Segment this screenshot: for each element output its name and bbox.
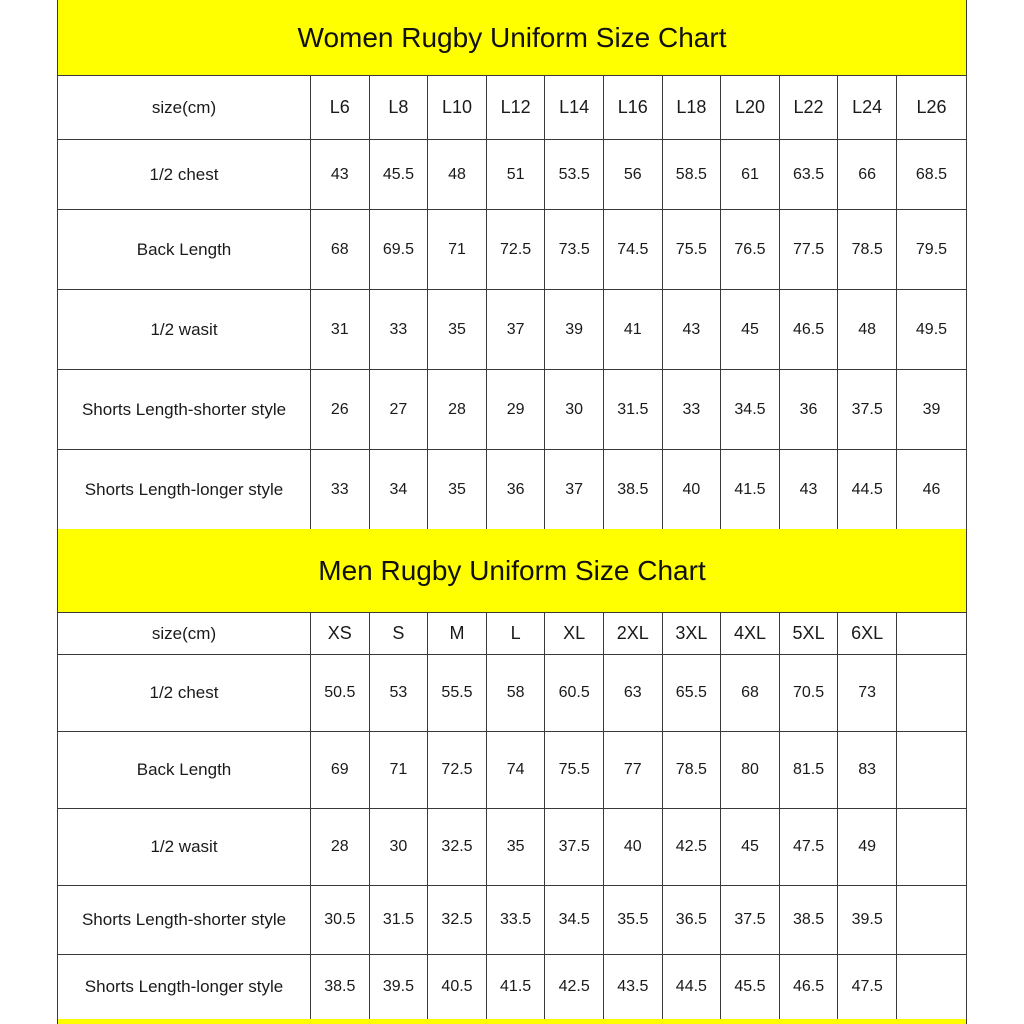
value-cell: 48: [838, 290, 897, 370]
value-cell: 33: [369, 290, 428, 370]
value-cell: 27: [369, 370, 428, 450]
value-cell: 45: [721, 809, 780, 886]
men-waist-row: [58, 809, 967, 886]
value-cell: 78.5: [838, 210, 897, 290]
value-cell: 47.5: [838, 955, 897, 1020]
value-cell: 43: [779, 450, 838, 530]
value-cell: 33.5: [486, 886, 545, 955]
value-cell: 74.5: [603, 210, 662, 290]
value-cell: 37: [545, 450, 604, 530]
value-cell: 35: [486, 809, 545, 886]
women-size-cell: L20: [721, 76, 780, 140]
women-header-label: size(cm): [58, 76, 311, 140]
value-cell: 28: [311, 809, 370, 886]
value-cell: 65.5: [662, 655, 721, 732]
value-cell: 68: [721, 655, 780, 732]
value-cell: 43: [311, 140, 370, 210]
value-cell: 37: [486, 290, 545, 370]
men-shorts-shorter-row: [58, 886, 967, 955]
men-shorts-longer-row: [58, 955, 967, 1020]
value-cell: 39: [545, 290, 604, 370]
value-cell: 40: [603, 809, 662, 886]
row-label: 1/2 wasit: [58, 290, 311, 370]
value-cell: 72.5: [486, 210, 545, 290]
row-label: Shorts Length-shorter style: [58, 370, 311, 450]
men-size-cell: M: [428, 613, 487, 655]
women-size-cell: L18: [662, 76, 721, 140]
value-cell: 75.5: [662, 210, 721, 290]
value-cell: 70.5: [779, 655, 838, 732]
value-cell: 81.5: [779, 732, 838, 809]
value-cell: 47.5: [779, 809, 838, 886]
value-cell: 42.5: [662, 809, 721, 886]
value-cell: 58.5: [662, 140, 721, 210]
women-size-header-row: [58, 76, 967, 140]
value-cell: 68.5: [896, 140, 966, 210]
value-cell: 43: [662, 290, 721, 370]
men-size-cell: 2XL: [603, 613, 662, 655]
value-cell: 73: [838, 655, 897, 732]
row-label: Back Length: [58, 210, 311, 290]
value-cell: [896, 732, 966, 809]
value-cell: 71: [369, 732, 428, 809]
value-cell: 46.5: [779, 290, 838, 370]
value-cell: 72.5: [428, 732, 487, 809]
value-cell: 53.5: [545, 140, 604, 210]
value-cell: 31: [311, 290, 370, 370]
value-cell: 33: [662, 370, 721, 450]
women-size-cell: L10: [428, 76, 487, 140]
value-cell: 38.5: [311, 955, 370, 1020]
women-chart-title: Women Rugby Uniform Size Chart: [58, 0, 966, 75]
value-cell: 66: [838, 140, 897, 210]
women-shorts-longer-row: [58, 450, 967, 530]
value-cell: 41.5: [721, 450, 780, 530]
men-size-cell: L: [486, 613, 545, 655]
value-cell: 30.5: [311, 886, 370, 955]
row-label: 1/2 wasit: [58, 809, 311, 886]
value-cell: 48: [428, 140, 487, 210]
value-cell: 55.5: [428, 655, 487, 732]
value-cell: 39.5: [369, 955, 428, 1020]
value-cell: 49.5: [896, 290, 966, 370]
women-size-cell: L6: [311, 76, 370, 140]
value-cell: 60.5: [545, 655, 604, 732]
value-cell: 78.5: [662, 732, 721, 809]
women-size-cell: L8: [369, 76, 428, 140]
value-cell: 38.5: [603, 450, 662, 530]
value-cell: 36: [486, 450, 545, 530]
men-size-cell: 5XL: [779, 613, 838, 655]
value-cell: 77: [603, 732, 662, 809]
men-chest-row: [58, 655, 967, 732]
value-cell: 44.5: [838, 450, 897, 530]
size-chart-sheet: [57, 0, 967, 1024]
value-cell: 68: [311, 210, 370, 290]
row-label: Shorts Length-shorter style: [58, 886, 311, 955]
value-cell: 74: [486, 732, 545, 809]
value-cell: 39: [896, 370, 966, 450]
value-cell: [896, 809, 966, 886]
value-cell: [896, 955, 966, 1020]
value-cell: 31.5: [603, 370, 662, 450]
women-chest-row: [58, 140, 967, 210]
value-cell: [896, 655, 966, 732]
value-cell: 51: [486, 140, 545, 210]
women-back-length-row: [58, 210, 967, 290]
value-cell: 46: [896, 450, 966, 530]
value-cell: 28: [428, 370, 487, 450]
row-label: 1/2 chest: [58, 140, 311, 210]
value-cell: 34.5: [721, 370, 780, 450]
men-chart-title: Men Rugby Uniform Size Chart: [58, 529, 966, 612]
value-cell: 75.5: [545, 732, 604, 809]
value-cell: 80: [721, 732, 780, 809]
women-size-cell: L26: [896, 76, 966, 140]
women-size-cell: L12: [486, 76, 545, 140]
value-cell: 41: [603, 290, 662, 370]
men-header-label: size(cm): [58, 613, 311, 655]
value-cell: 50.5: [311, 655, 370, 732]
value-cell: 35: [428, 450, 487, 530]
women-shorts-shorter-row: [58, 370, 967, 450]
value-cell: 32.5: [428, 886, 487, 955]
value-cell: 71: [428, 210, 487, 290]
men-back-length-row: [58, 732, 967, 809]
value-cell: 73.5: [545, 210, 604, 290]
value-cell: 69: [311, 732, 370, 809]
value-cell: 37.5: [545, 809, 604, 886]
men-size-header-row: [58, 613, 967, 655]
women-size-table: [57, 75, 967, 530]
value-cell: 35: [428, 290, 487, 370]
value-cell: 32.5: [428, 809, 487, 886]
value-cell: 37.5: [838, 370, 897, 450]
bottom-yellow-strip: [58, 1019, 966, 1024]
value-cell: 76.5: [721, 210, 780, 290]
value-cell: 30: [545, 370, 604, 450]
row-label: Shorts Length-longer style: [58, 955, 311, 1020]
value-cell: 33: [311, 450, 370, 530]
value-cell: 40: [662, 450, 721, 530]
value-cell: [896, 886, 966, 955]
value-cell: 63.5: [779, 140, 838, 210]
value-cell: 42.5: [545, 955, 604, 1020]
value-cell: 49: [838, 809, 897, 886]
value-cell: 36.5: [662, 886, 721, 955]
men-size-cell: 6XL: [838, 613, 897, 655]
men-size-cell: S: [369, 613, 428, 655]
value-cell: 79.5: [896, 210, 966, 290]
value-cell: 35.5: [603, 886, 662, 955]
value-cell: 26: [311, 370, 370, 450]
row-label: Shorts Length-longer style: [58, 450, 311, 530]
row-label: Back Length: [58, 732, 311, 809]
value-cell: 38.5: [779, 886, 838, 955]
value-cell: 61: [721, 140, 780, 210]
value-cell: 69.5: [369, 210, 428, 290]
value-cell: 83: [838, 732, 897, 809]
value-cell: 63: [603, 655, 662, 732]
men-size-cell: 3XL: [662, 613, 721, 655]
women-size-cell: L22: [779, 76, 838, 140]
value-cell: 46.5: [779, 955, 838, 1020]
value-cell: 43.5: [603, 955, 662, 1020]
value-cell: 34.5: [545, 886, 604, 955]
value-cell: 45: [721, 290, 780, 370]
men-size-cell: XS: [311, 613, 370, 655]
women-size-cell: L14: [545, 76, 604, 140]
value-cell: 58: [486, 655, 545, 732]
value-cell: 34: [369, 450, 428, 530]
value-cell: 37.5: [721, 886, 780, 955]
value-cell: 45.5: [369, 140, 428, 210]
value-cell: 36: [779, 370, 838, 450]
value-cell: 31.5: [369, 886, 428, 955]
men-size-cell: XL: [545, 613, 604, 655]
women-waist-row: [58, 290, 967, 370]
value-cell: 77.5: [779, 210, 838, 290]
men-size-table: [57, 612, 967, 1020]
value-cell: 40.5: [428, 955, 487, 1020]
men-size-cell: 4XL: [721, 613, 780, 655]
value-cell: 41.5: [486, 955, 545, 1020]
value-cell: 29: [486, 370, 545, 450]
women-size-cell: L16: [603, 76, 662, 140]
row-label: 1/2 chest: [58, 655, 311, 732]
value-cell: 56: [603, 140, 662, 210]
value-cell: 39.5: [838, 886, 897, 955]
value-cell: 30: [369, 809, 428, 886]
men-size-cell: [896, 613, 966, 655]
value-cell: 53: [369, 655, 428, 732]
value-cell: 44.5: [662, 955, 721, 1020]
value-cell: 45.5: [721, 955, 780, 1020]
women-size-cell: L24: [838, 76, 897, 140]
